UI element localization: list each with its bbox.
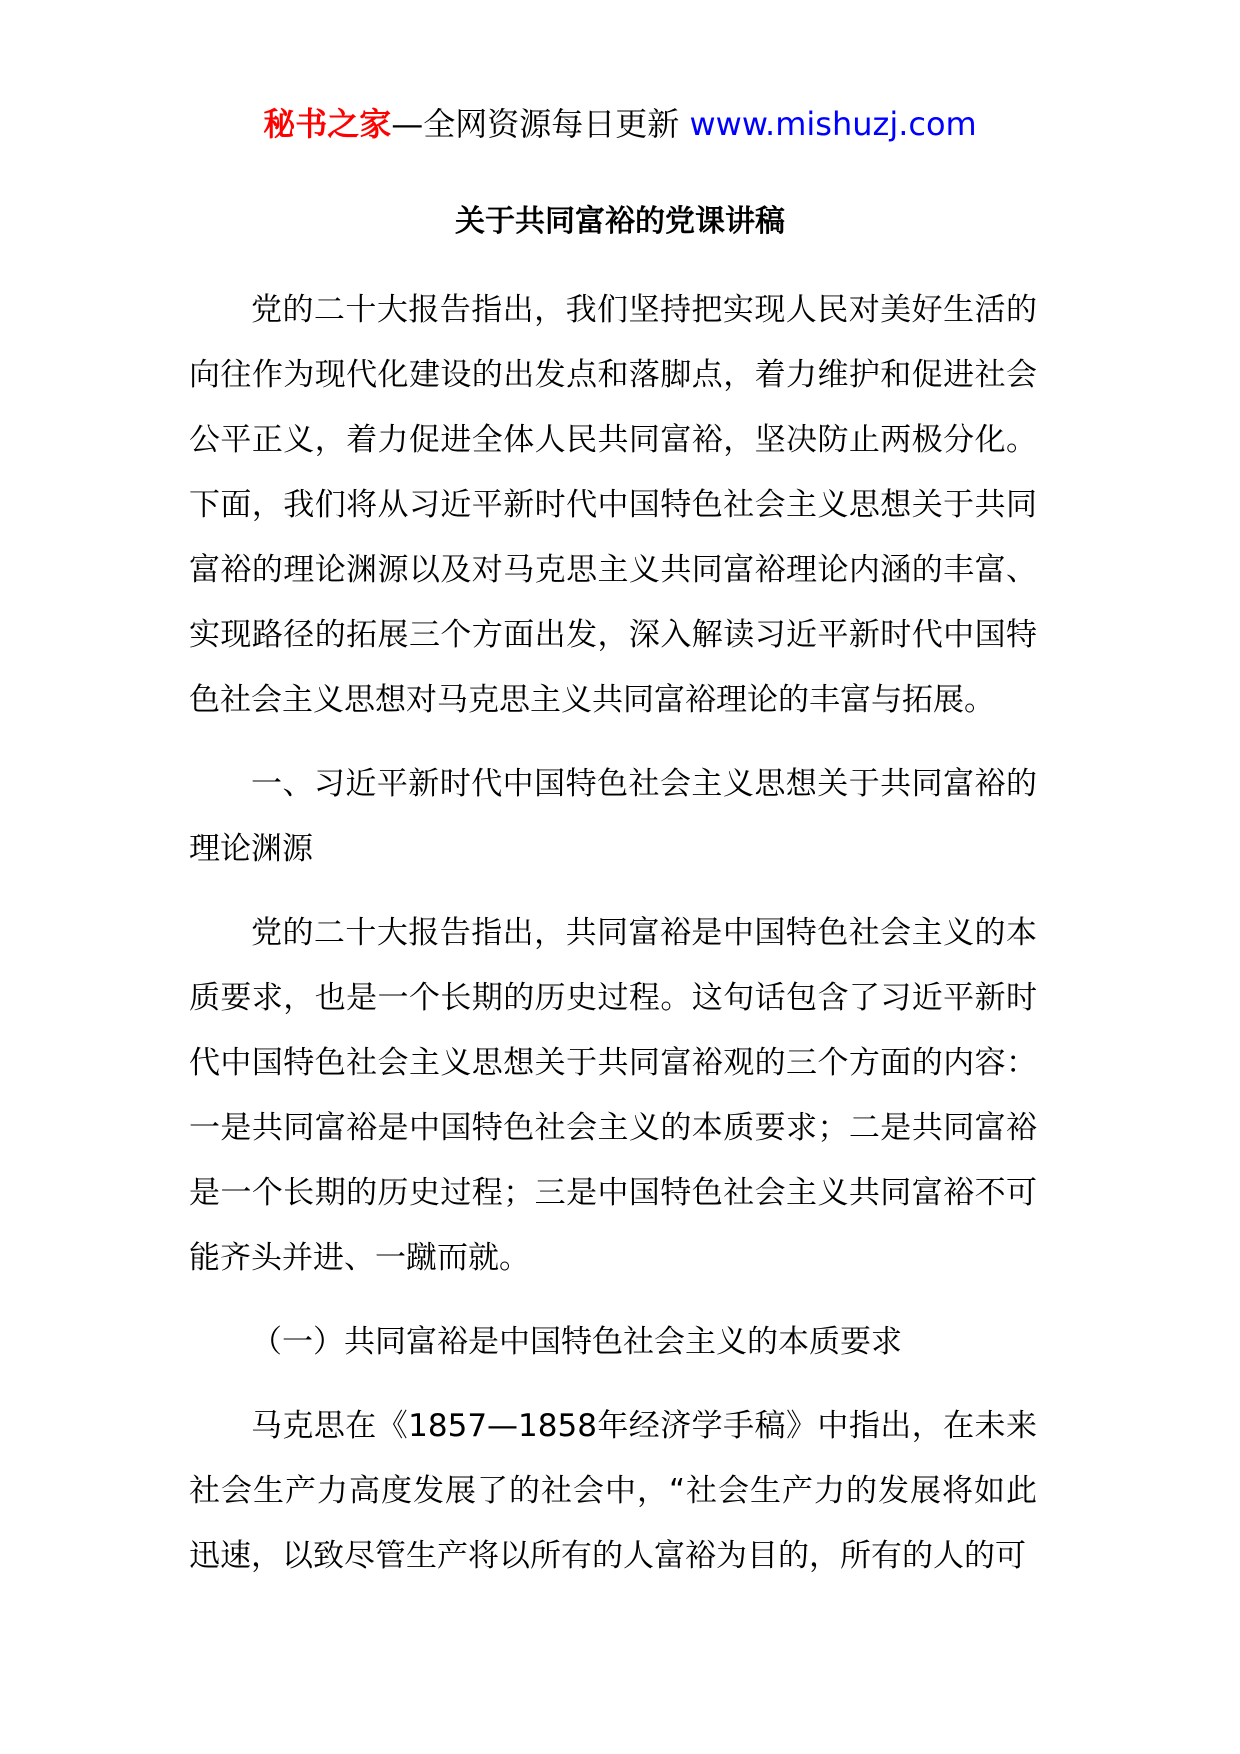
site-header — [0, 100, 1240, 148]
header-slogan: —全网资源每日更新 — [391, 105, 680, 143]
paragraph-section-1: 党的二十大报告指出，共同富裕是中国特色社会主义的本质要求，也是一个长期的历史过程。这句话包含了习近平新时代中国特色社会主义思想关于共同富裕观的三个方面的内容：一是共同富裕是中国特色社会主义的本质要求；二是共同富裕是一个长期的历史过程；三是中国特色社会主义共同富裕不可能齐头并进、一蹴而就。 — [189, 915, 1037, 1276]
document-title: 关于共同富裕的党课讲稿 — [455, 204, 785, 239]
document-body — [189, 278, 1037, 1589]
section-heading-1: 一、习近平新时代中国特色社会主义思想关于共同富裕的理论渊源 — [189, 766, 1037, 867]
subsection-heading-1: （一）共同富裕是中国特色社会主义的本质要求 — [251, 1324, 902, 1360]
brand-name: 秘书之家 — [263, 105, 392, 143]
site-url-link[interactable]: www.mishuzj.com — [689, 105, 977, 143]
paragraph-intro: 党的二十大报告指出，我们坚持把实现人民对美好生活的向往作为现代化建设的出发点和落脚点，着力维护和促进社会公平正义，着力促进全体人民共同富裕，坚决防止两极分化。下面，我们将从习近平新时代中国特色社会主义思想关于共同富裕的理论渊源以及对马克思主义共同富裕理论内涵的丰富、实现路径的拓展三个方面出发，深入解读习近平新时代中国特色社会主义思想对马克思主义共同富裕理论的丰富与拓展。 — [189, 292, 1037, 718]
paragraph-marx-quote: 马克思在《1857—1858年经济学手稿》中指出，在未来社会生产力高度发展了的社会中，“社会生产力的发展将如此迅速，以致尽管生产将以所有的人富裕为目的，所有的人的可 — [189, 1408, 1037, 1574]
